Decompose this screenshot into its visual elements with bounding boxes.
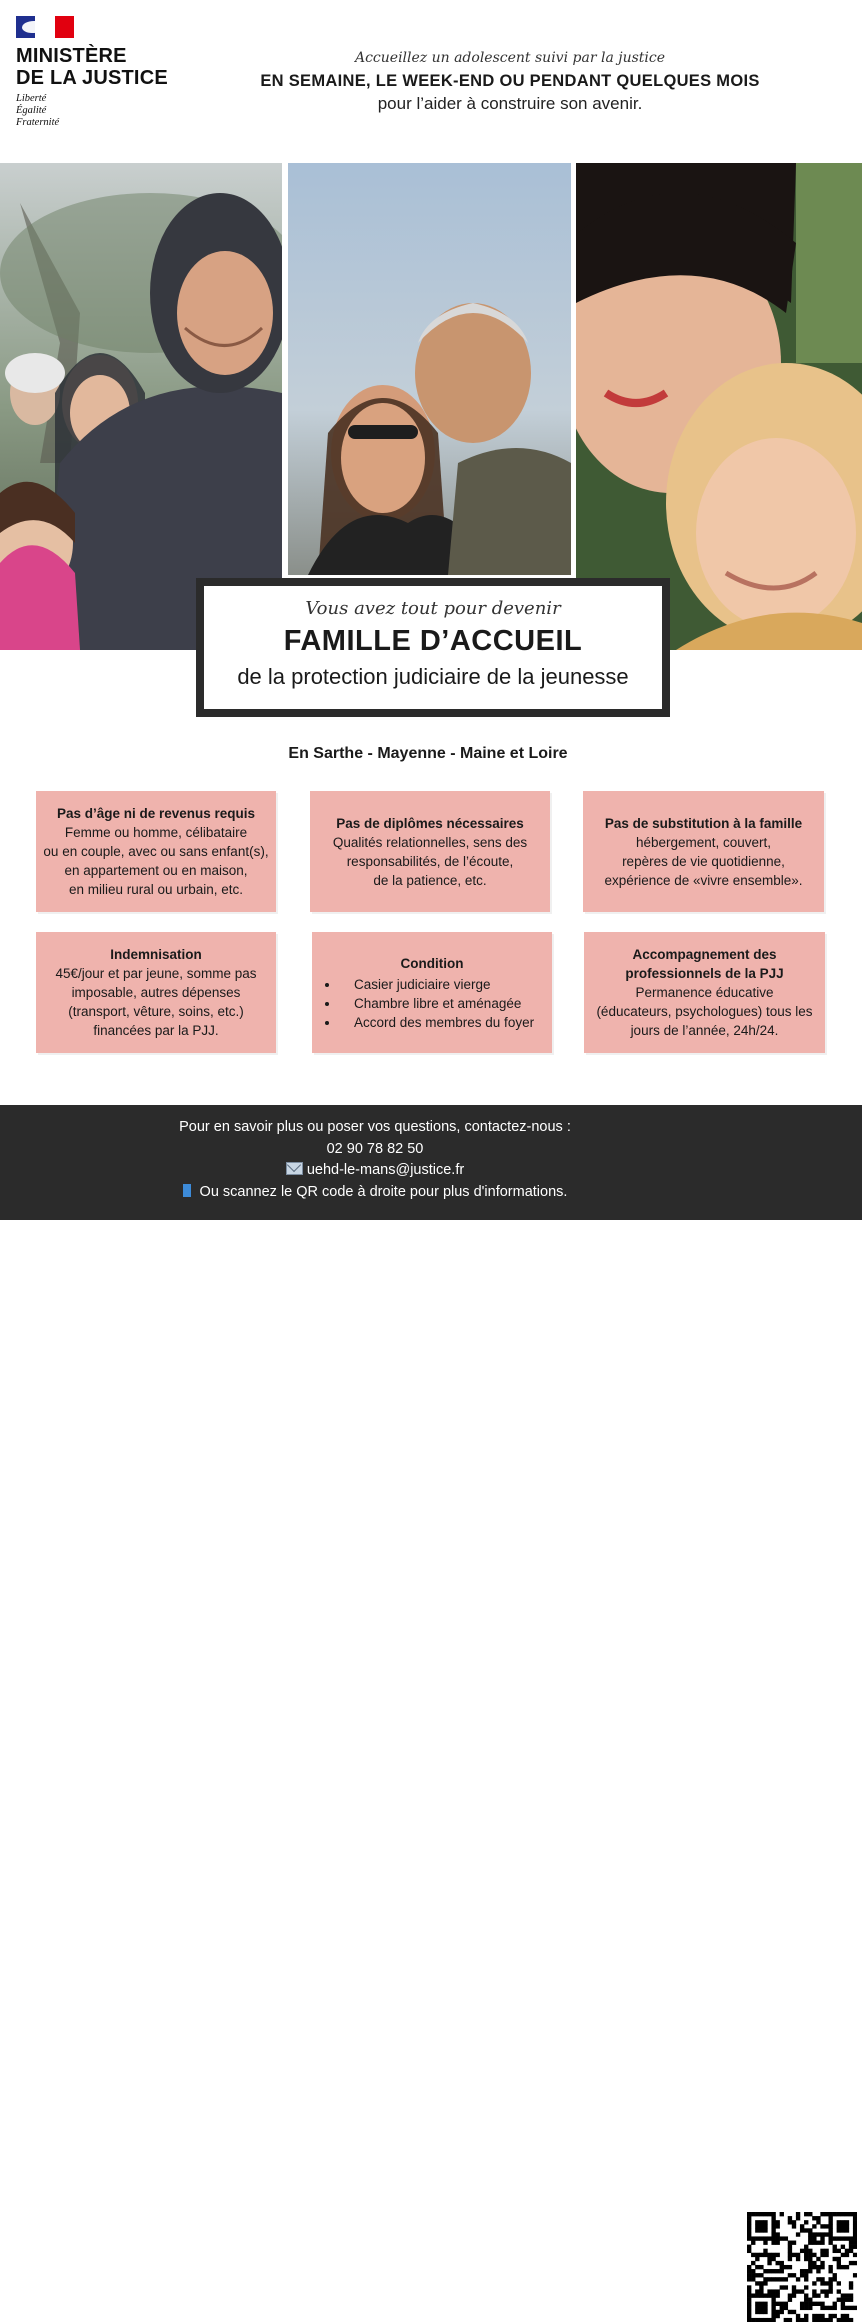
main-title: FAMILLE D’ACCUEIL	[283, 625, 583, 657]
email-link[interactable]: uehd-le-mans@justice.fr	[306, 1162, 465, 1178]
republic-motto: Liberté Égalité Fraternité	[16, 93, 60, 128]
contact-footer	[0, 1105, 862, 1220]
region-label: En Sarthe - Mayenne - Maine et Loire	[288, 745, 568, 762]
card-title: Indemnisation	[110, 947, 202, 962]
phone-number[interactable]: 02 90 78 82 50	[326, 1140, 424, 1157]
card-title: Accompagnement des professionnels de la PJJ	[625, 947, 784, 981]
bookmark-icon	[183, 1184, 191, 1197]
qr-hint: Ou scannez le QR code à droite pour plus d'informations.	[100, 1182, 650, 1204]
card-support: Accompagnement des professionnels de la PJJ Permanence éducative (éducateurs, psychologues) tous les jours de l’année, 24h/24.	[584, 932, 825, 1053]
list-item: • Accord des membres du foyer	[340, 1013, 552, 1032]
header-tagline	[230, 50, 790, 114]
qr-code[interactable]	[747, 2212, 857, 2322]
tagline-sub: pour l’aider à construire son avenir.	[377, 94, 643, 113]
card-diplomas: Pas de diplômes nécessaires Qualités relationnelles, sens des responsabilités, de l’écoute, de la patience, etc.	[310, 791, 550, 912]
title-subtitle: de la protection judiciaire de la jeunesse	[237, 664, 629, 689]
card-condition	[312, 932, 552, 1053]
title-box	[196, 578, 670, 717]
marianne-flag-icon	[16, 16, 74, 38]
contact-line: Pour en savoir plus ou poser vos questions, contactez-nous :	[179, 1119, 571, 1135]
card-title: Pas de diplômes nécessaires	[336, 815, 524, 831]
card-title: Pas de substitution à la famille	[604, 815, 803, 831]
title-script: Vous avez tout pour devenir	[305, 598, 561, 619]
condition-list	[312, 975, 552, 1032]
card-no-substitution: Pas de substitution à la famille hébergement, couvert, repères de vie quotidienne, expérience de «vivre ensemble».	[583, 791, 824, 912]
email-row	[100, 1160, 650, 1182]
card-compensation: Indemnisation 45€/jour et par jeune, somme pas imposable, autres dépenses (transport, vêture, soins, etc.) financées par la PJJ.	[36, 932, 276, 1053]
tagline-bold: EN SEMAINE, LE WEEK-END OU PENDANT QUELQUES MOIS	[260, 72, 760, 90]
card-title: Pas d’âge ni de revenus requis	[56, 806, 256, 821]
list-item: • Casier judiciaire vierge	[340, 975, 552, 994]
envelope-icon	[286, 1162, 303, 1175]
family-selfie-photo	[0, 163, 282, 650]
card-age-income: Pas d’âge ni de revenus requis Femme ou homme, célibataire ou en couple, avec ou sans enfant(s), en appartement ou en maison, en milieu rural ou urbain, etc.	[36, 791, 276, 912]
card-title: Condition	[400, 955, 464, 971]
ministry-name: MINISTÈRE DE LA JUSTICE	[16, 45, 168, 89]
couple-selfie-photo	[288, 163, 571, 575]
list-item: • Chambre libre et aménagée	[340, 994, 552, 1013]
ministry-logo	[16, 16, 186, 129]
mother-child-selfie-photo	[576, 163, 862, 650]
tagline-script: Accueillez un adolescent suivi par la justice	[354, 50, 666, 66]
